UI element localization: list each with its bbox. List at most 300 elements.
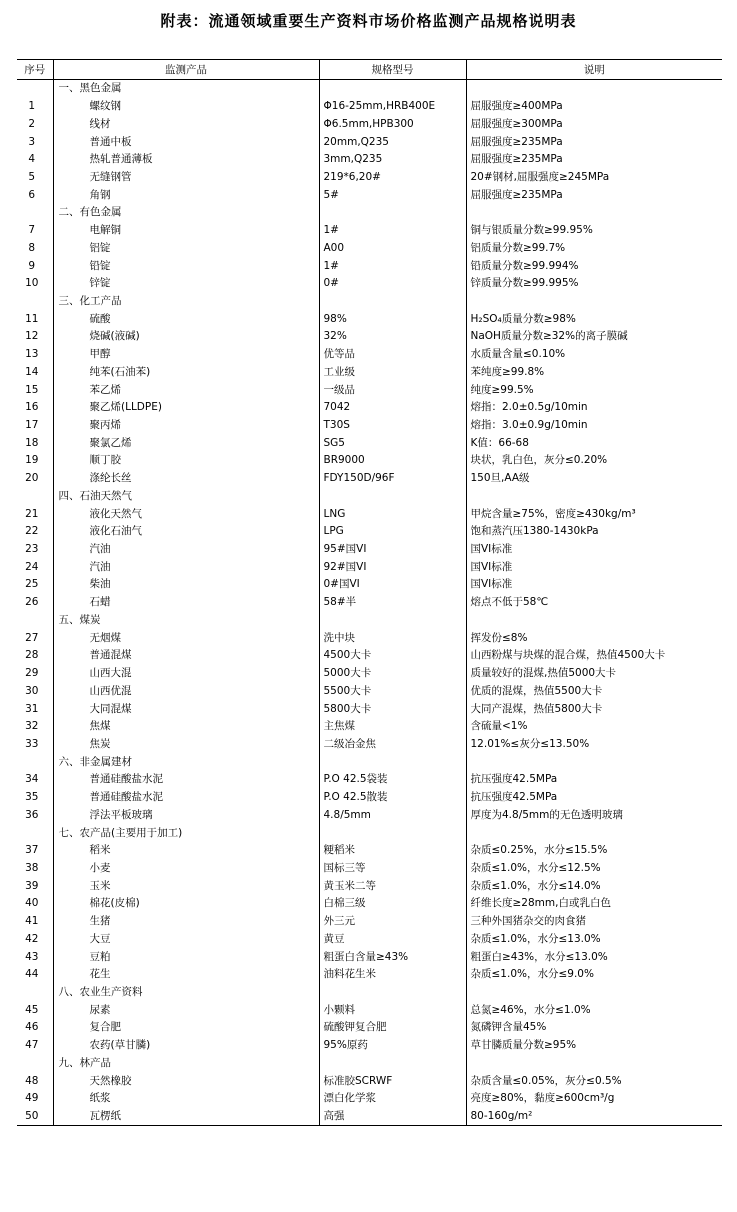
row-number: 50 <box>17 1108 53 1126</box>
table-row <box>17 647 722 665</box>
row-spec <box>319 80 466 98</box>
row-spec: 95%原药 <box>319 1037 466 1055</box>
category-row <box>17 1055 722 1073</box>
row-spec: 标准胶SCRWF <box>319 1072 466 1090</box>
table-row <box>17 523 722 541</box>
table-row <box>17 1072 722 1090</box>
table-row <box>17 1001 722 1019</box>
row-spec: 92#国VI <box>319 558 466 576</box>
table-row <box>17 186 722 204</box>
row-spec: 3mm,Q235 <box>319 151 466 169</box>
table-row <box>17 381 722 399</box>
row-desc: 草甘膦质量分数≥95% <box>470 1039 577 1052</box>
row-desc: 优质的混煤，热值5500大卡 <box>470 684 603 697</box>
row-product: 液化石油气 <box>53 523 319 541</box>
row-product: 甲醇 <box>53 346 319 364</box>
row-number: 23 <box>17 541 53 559</box>
row-product: 山西优混 <box>53 682 319 700</box>
category-row <box>17 984 722 1002</box>
table-row <box>17 913 722 931</box>
row-product: 液化天然气 <box>53 505 319 523</box>
row-number: 38 <box>17 860 53 878</box>
row-spec: 5# <box>319 186 466 204</box>
table-header-row <box>17 60 722 80</box>
row-number: 22 <box>17 523 53 541</box>
row-desc <box>466 293 722 311</box>
row-product: 石蜡 <box>53 594 319 612</box>
table-row <box>17 682 722 700</box>
category-name: 三、化工产品 <box>53 293 319 311</box>
table-row <box>17 700 722 718</box>
row-spec: 1# <box>319 222 466 240</box>
row-desc: NaOH质量分数≥32%的离子膜碱 <box>470 330 628 343</box>
row-desc <box>466 984 722 1002</box>
row-number: 31 <box>17 700 53 718</box>
row-product: 普通中板 <box>53 133 319 151</box>
table-row <box>17 115 722 133</box>
row-product: 铝锭 <box>53 239 319 257</box>
row-spec: 5800大卡 <box>319 700 466 718</box>
table-row <box>17 1037 722 1055</box>
table-row <box>17 399 722 417</box>
table-row <box>17 470 722 488</box>
header-spec: 规格型号 <box>319 60 466 80</box>
table-row <box>17 966 722 984</box>
row-spec: 0#国VI <box>319 576 466 594</box>
row-desc: 熔指：3.0±0.9g/10min <box>470 419 588 432</box>
row-number: 33 <box>17 736 53 754</box>
row-product: 铅锭 <box>53 257 319 275</box>
row-product: 烧碱(液碱) <box>53 328 319 346</box>
row-desc: 150旦,AA级 <box>470 472 530 485</box>
row-spec: 二级冶金焦 <box>319 736 466 754</box>
row-spec: 32% <box>319 328 466 346</box>
row-number <box>17 612 53 630</box>
row-number: 16 <box>17 399 53 417</box>
row-spec: 工业级 <box>319 364 466 382</box>
table-row <box>17 1019 722 1037</box>
table-row <box>17 789 722 807</box>
table-row <box>17 806 722 824</box>
row-desc: 杂质≤1.0%，水分≤13.0% <box>470 932 601 945</box>
row-spec: 主焦煤 <box>319 718 466 736</box>
row-product: 顺丁胶 <box>53 452 319 470</box>
row-number: 42 <box>17 931 53 949</box>
row-number: 37 <box>17 842 53 860</box>
row-desc: 屈服强度≥300MPa <box>470 117 563 130</box>
row-number: 19 <box>17 452 53 470</box>
row-number: 18 <box>17 434 53 452</box>
row-desc: 12.01%≤灰分≤13.50% <box>470 737 590 750</box>
row-number: 39 <box>17 877 53 895</box>
table-row <box>17 541 722 559</box>
row-product: 豆粕 <box>53 948 319 966</box>
row-number: 24 <box>17 558 53 576</box>
row-product: 稻米 <box>53 842 319 860</box>
table-row <box>17 98 722 116</box>
row-number: 3 <box>17 133 53 151</box>
row-desc: 锌质量分数≥99.995% <box>470 277 579 290</box>
row-number <box>17 753 53 771</box>
row-spec: 95#国VI <box>319 541 466 559</box>
row-desc: 杂质≤0.25%，水分≤15.5% <box>470 844 608 857</box>
row-number <box>17 80 53 98</box>
row-spec: 219*6,20# <box>319 169 466 187</box>
row-desc: 粗蛋白≥43%，水分≤13.0% <box>470 950 608 963</box>
row-product: 焦炭 <box>53 736 319 754</box>
row-desc: 挥发份≤8% <box>470 631 528 644</box>
row-desc: 山西粉煤与块煤的混合煤，热值4500大卡 <box>470 649 666 662</box>
row-product: 尿素 <box>53 1001 319 1019</box>
row-number: 44 <box>17 966 53 984</box>
row-number: 10 <box>17 275 53 293</box>
row-spec: A00 <box>319 239 466 257</box>
category-row <box>17 824 722 842</box>
row-number: 4 <box>17 151 53 169</box>
spec-table <box>17 59 722 1126</box>
row-number: 32 <box>17 718 53 736</box>
row-product: 农药(草甘膦) <box>53 1037 319 1055</box>
row-desc: 熔指：2.0±0.5g/10min <box>470 401 588 414</box>
table-row <box>17 505 722 523</box>
row-desc <box>466 612 722 630</box>
table-row <box>17 257 722 275</box>
row-spec <box>319 612 466 630</box>
row-desc: 三种外国猪杂交的肉食猪 <box>470 915 586 928</box>
row-desc: 杂质≤1.0%，水分≤12.5% <box>470 861 601 874</box>
row-number <box>17 488 53 506</box>
category-name: 六、非金属建材 <box>53 753 319 771</box>
row-product: 线材 <box>53 115 319 133</box>
row-number: 17 <box>17 417 53 435</box>
row-product: 锌锭 <box>53 275 319 293</box>
row-spec: 一级品 <box>319 381 466 399</box>
table-row <box>17 718 722 736</box>
row-product: 普通硅酸盐水泥 <box>53 789 319 807</box>
table-row <box>17 860 722 878</box>
row-number: 46 <box>17 1019 53 1037</box>
row-spec: 4.8/5mm <box>319 806 466 824</box>
row-spec: 7042 <box>319 399 466 417</box>
row-desc <box>466 1055 722 1073</box>
row-spec: 0# <box>319 275 466 293</box>
table-row <box>17 771 722 789</box>
table-row <box>17 665 722 683</box>
row-spec: Φ6.5mm,HPB300 <box>319 115 466 133</box>
row-desc <box>466 80 722 98</box>
row-product: 硫酸 <box>53 310 319 328</box>
row-number: 15 <box>17 381 53 399</box>
row-desc: 水质量含量≤0.10% <box>470 348 566 361</box>
row-number: 11 <box>17 310 53 328</box>
table-row <box>17 151 722 169</box>
category-name: 一、黑色金属 <box>53 80 319 98</box>
row-number: 26 <box>17 594 53 612</box>
row-spec: Φ16-25mm,HRB400E <box>319 98 466 116</box>
row-product: 大豆 <box>53 931 319 949</box>
row-spec: 98% <box>319 310 466 328</box>
table-row <box>17 417 722 435</box>
row-product: 浮法平板玻璃 <box>53 806 319 824</box>
row-spec: 白棉三级 <box>319 895 466 913</box>
row-desc: 抗压强度42.5MPa <box>470 773 558 786</box>
row-number: 13 <box>17 346 53 364</box>
row-spec: 外三元 <box>319 913 466 931</box>
row-product: 瓦楞纸 <box>53 1108 319 1126</box>
row-product: 普通混煤 <box>53 647 319 665</box>
row-spec <box>319 488 466 506</box>
row-product: 聚丙烯 <box>53 417 319 435</box>
row-product: 棉花(皮棉) <box>53 895 319 913</box>
category-name: 八、农业生产资料 <box>53 984 319 1002</box>
row-number: 48 <box>17 1072 53 1090</box>
row-desc: 纯度≥99.5% <box>470 383 534 396</box>
row-number: 49 <box>17 1090 53 1108</box>
row-number: 45 <box>17 1001 53 1019</box>
row-spec: 国标三等 <box>319 860 466 878</box>
category-row <box>17 80 722 98</box>
header-desc: 说明 <box>466 60 722 80</box>
row-desc: 铝质量分数≥99.7% <box>470 241 566 254</box>
row-desc: 屈服强度≥235MPa <box>470 188 563 201</box>
table-row <box>17 222 722 240</box>
row-number <box>17 824 53 842</box>
row-desc: 80-160g/m² <box>466 1108 722 1126</box>
row-desc <box>466 824 722 842</box>
row-spec <box>319 293 466 311</box>
row-number: 5 <box>17 169 53 187</box>
row-spec: 5500大卡 <box>319 682 466 700</box>
row-desc: K值：66-68 <box>470 436 529 449</box>
row-product: 角钢 <box>53 186 319 204</box>
row-product: 纯苯(石油苯) <box>53 364 319 382</box>
row-desc: 苯纯度≥99.8% <box>470 365 545 378</box>
table-row <box>17 239 722 257</box>
row-spec <box>319 753 466 771</box>
row-number <box>17 293 53 311</box>
row-desc: 杂质≤1.0%，水分≤9.0% <box>470 968 594 981</box>
row-product: 无烟煤 <box>53 629 319 647</box>
row-number: 47 <box>17 1037 53 1055</box>
row-number: 30 <box>17 682 53 700</box>
row-spec: 漂白化学浆 <box>319 1090 466 1108</box>
row-product: 焦煤 <box>53 718 319 736</box>
row-number: 41 <box>17 913 53 931</box>
row-product: 花生 <box>53 966 319 984</box>
row-spec: 4500大卡 <box>319 647 466 665</box>
row-spec: 优等品 <box>319 346 466 364</box>
row-product: 天然橡胶 <box>53 1072 319 1090</box>
row-desc: 屈服强度≥400MPa <box>470 100 563 113</box>
row-spec <box>319 984 466 1002</box>
row-desc: 质量较好的混煤,热值5000大卡 <box>470 667 617 680</box>
row-product: 山西大混 <box>53 665 319 683</box>
row-spec: 20mm,Q235 <box>319 133 466 151</box>
table-row <box>17 1090 722 1108</box>
row-desc: 杂质含量≤0.05%，灰分≤0.5% <box>470 1074 622 1087</box>
row-product: 大同混煤 <box>53 700 319 718</box>
row-number: 40 <box>17 895 53 913</box>
category-name: 二、有色金属 <box>53 204 319 222</box>
row-number: 36 <box>17 806 53 824</box>
row-desc <box>466 488 722 506</box>
row-spec: 粳稻米 <box>319 842 466 860</box>
row-desc: 国VI标准 <box>470 578 513 591</box>
row-number <box>17 984 53 1002</box>
row-desc: 甲烷含量≥75%，密度≥430kg/m³ <box>470 507 636 520</box>
table-row <box>17 948 722 966</box>
row-desc: 厚度为4.8/5mm的无色透明玻璃 <box>470 808 623 821</box>
row-product: 汽油 <box>53 558 319 576</box>
table-row <box>17 594 722 612</box>
row-spec: 黄豆 <box>319 931 466 949</box>
row-spec: 黄玉米二等 <box>319 877 466 895</box>
row-desc: 铜与银质量分数≥99.95% <box>470 224 593 237</box>
table-row <box>17 842 722 860</box>
row-spec: 洗中块 <box>319 629 466 647</box>
row-number: 6 <box>17 186 53 204</box>
row-desc: 饱和蒸汽压1380-1430kPa <box>470 525 599 538</box>
row-desc: 块状，乳白色，灰分≤0.20% <box>470 454 608 467</box>
row-spec: SG5 <box>319 434 466 452</box>
row-number: 12 <box>17 328 53 346</box>
table-row <box>17 895 722 913</box>
table-row <box>17 629 722 647</box>
row-number: 20 <box>17 470 53 488</box>
row-spec: 粗蛋白含量≥43% <box>319 948 466 966</box>
row-spec <box>319 204 466 222</box>
row-number: 7 <box>17 222 53 240</box>
row-product: 螺纹钢 <box>53 98 319 116</box>
row-number: 9 <box>17 257 53 275</box>
row-product: 汽油 <box>53 541 319 559</box>
row-spec: 1# <box>319 257 466 275</box>
row-number: 14 <box>17 364 53 382</box>
table-row <box>17 931 722 949</box>
table-row <box>17 275 722 293</box>
row-product: 电解铜 <box>53 222 319 240</box>
row-desc: 屈服强度≥235MPa <box>470 153 563 166</box>
category-row <box>17 488 722 506</box>
row-number: 34 <box>17 771 53 789</box>
row-product: 无缝钢管 <box>53 169 319 187</box>
row-spec: 油料花生米 <box>319 966 466 984</box>
table-row <box>17 346 722 364</box>
row-product: 普通硅酸盐水泥 <box>53 771 319 789</box>
row-spec: 高强 <box>319 1108 466 1126</box>
table-row <box>17 434 722 452</box>
row-number: 2 <box>17 115 53 133</box>
row-spec: P.O 42.5散装 <box>319 789 466 807</box>
row-spec: 小颗料 <box>319 1001 466 1019</box>
row-spec: 硫酸钾复合肥 <box>319 1019 466 1037</box>
row-number: 43 <box>17 948 53 966</box>
row-number: 1 <box>17 98 53 116</box>
header-no: 序号 <box>17 60 53 80</box>
row-product: 涤纶长丝 <box>53 470 319 488</box>
row-desc: 抗压强度42.5MPa <box>470 791 558 804</box>
row-desc: 纤维长度≥28mm,白或乳白色 <box>470 897 611 910</box>
row-number: 35 <box>17 789 53 807</box>
row-number <box>17 1055 53 1073</box>
row-desc <box>466 753 722 771</box>
row-product: 复合肥 <box>53 1019 319 1037</box>
table-row <box>17 169 722 187</box>
row-product: 聚氯乙烯 <box>53 434 319 452</box>
row-number: 25 <box>17 576 53 594</box>
row-product: 生猪 <box>53 913 319 931</box>
table-body <box>17 80 722 1126</box>
row-product: 纸浆 <box>53 1090 319 1108</box>
category-row <box>17 204 722 222</box>
row-spec: 58#半 <box>319 594 466 612</box>
table-row <box>17 310 722 328</box>
table-row <box>17 328 722 346</box>
row-desc: 大同产混煤，热值5800大卡 <box>470 702 603 715</box>
table-row <box>17 133 722 151</box>
header-product: 监测产品 <box>53 60 319 80</box>
category-row <box>17 612 722 630</box>
category-row <box>17 293 722 311</box>
row-spec: LNG <box>319 505 466 523</box>
table-row <box>17 558 722 576</box>
row-spec: 5000大卡 <box>319 665 466 683</box>
row-spec: T30S <box>319 417 466 435</box>
category-row <box>17 753 722 771</box>
page-title: 附表：流通领域重要生产资料市场价格监测产品规格说明表 <box>160 12 577 30</box>
row-product: 苯乙烯 <box>53 381 319 399</box>
table-row <box>17 1108 722 1126</box>
row-desc: 杂质≤1.0%，水分≤14.0% <box>470 879 601 892</box>
category-name: 四、石油天然气 <box>53 488 319 506</box>
row-desc: 氮磷钾含量45% <box>470 1021 547 1034</box>
row-number <box>17 204 53 222</box>
row-product: 热轧普通薄板 <box>53 151 319 169</box>
row-desc: 铅质量分数≥99.994% <box>470 259 579 272</box>
table-row <box>17 877 722 895</box>
row-product: 柴油 <box>53 576 319 594</box>
table-row <box>17 452 722 470</box>
row-number: 29 <box>17 665 53 683</box>
row-number: 27 <box>17 629 53 647</box>
table-row <box>17 576 722 594</box>
row-desc: 屈服强度≥235MPa <box>470 135 563 148</box>
row-number: 28 <box>17 647 53 665</box>
row-desc: 总氮≥46%，水分≤1.0% <box>470 1003 591 1016</box>
row-desc: 20#钢材,屈服强度≥245MPa <box>470 170 610 183</box>
row-desc: 熔点不低于58℃ <box>470 596 549 609</box>
row-spec: FDY150D/96F <box>319 470 466 488</box>
row-desc: H₂SO₄质量分数≥98% <box>470 312 576 325</box>
row-number: 8 <box>17 239 53 257</box>
row-desc: 国VI标准 <box>470 560 513 573</box>
row-desc: 亮度≥80%，黏度≥600cm³/g <box>470 1092 615 1105</box>
row-desc: 含硫量<1% <box>470 720 528 733</box>
category-name: 七、农产品(主要用于加工) <box>53 824 319 842</box>
table-row <box>17 364 722 382</box>
row-spec <box>319 824 466 842</box>
row-spec: P.O 42.5袋装 <box>319 771 466 789</box>
row-desc <box>466 204 722 222</box>
table-row <box>17 736 722 754</box>
row-spec: LPG <box>319 523 466 541</box>
row-spec <box>319 1055 466 1073</box>
row-product: 玉米 <box>53 877 319 895</box>
row-spec: BR9000 <box>319 452 466 470</box>
category-name: 九、林产品 <box>53 1055 319 1073</box>
row-product: 聚乙烯(LLDPE) <box>53 399 319 417</box>
category-name: 五、煤炭 <box>53 612 319 630</box>
